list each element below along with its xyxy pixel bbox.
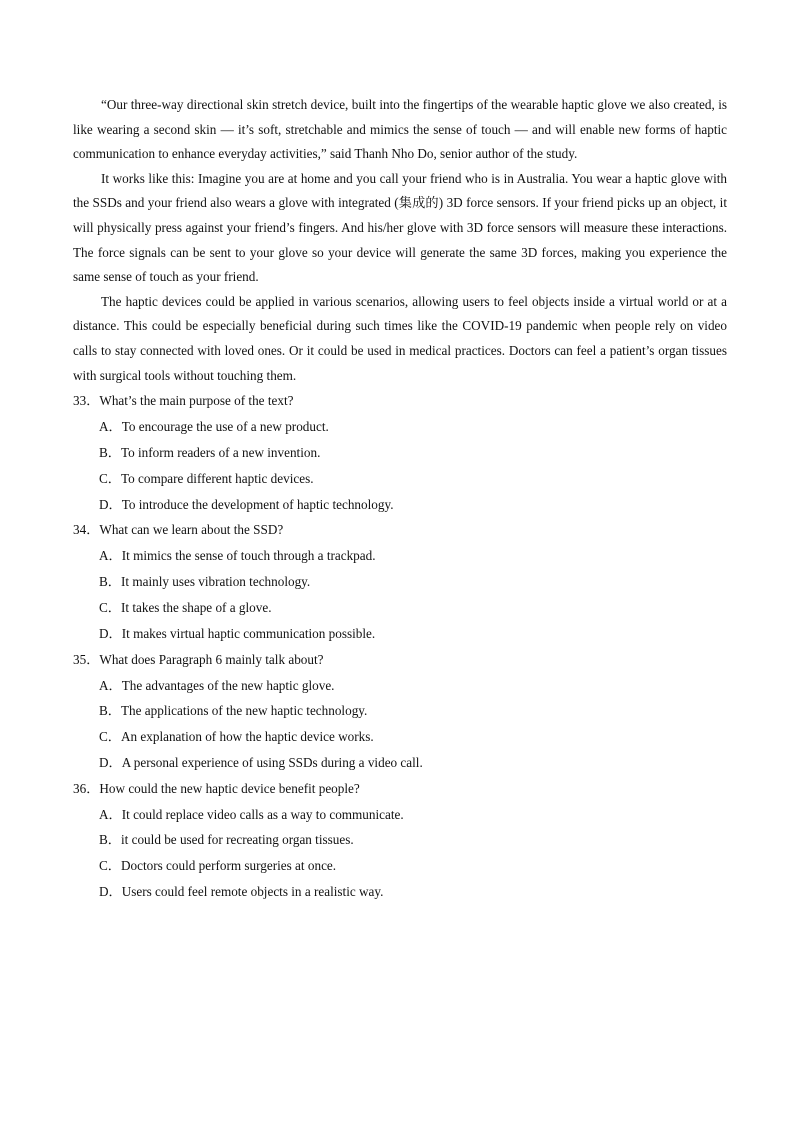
question-text: What can we learn about the SSD? [99, 522, 284, 538]
answer-option[interactable] [73, 414, 727, 440]
option-letter: C． [99, 858, 121, 874]
passage-paragraph: It works like this: Imagine you are at home and you call your friend who is in Australia. You wear a haptic glove with the SSDs and your friend also wears a glove with integrated (集成的) 3D force sensors. If your friend picks up an object, it will physically press against your friend’s fingers. And his/her glove with 3D force sensors will measure these interactions. The force signals can be sent to your glove so your device will generate the same 3D forces, making you experience the same sense of touch as your friend. [73, 170, 727, 285]
question-35 [73, 647, 727, 776]
answer-option[interactable] [73, 543, 727, 569]
option-text: It takes the shape of a glove. [120, 599, 272, 615]
option-letter: C． [99, 599, 121, 615]
option-letter: D． [99, 625, 122, 641]
question-36 [73, 776, 727, 905]
answer-option[interactable] [73, 440, 727, 466]
option-text: The advantages of the new haptic glove. [121, 677, 335, 693]
question-stem [73, 517, 727, 543]
option-letter: D． [99, 496, 122, 512]
question-stem [73, 776, 727, 802]
question-number: 36． [73, 780, 100, 796]
option-letter: A． [99, 548, 122, 564]
option-letter: D． [99, 884, 122, 900]
question-text: How could the new haptic device benefit people? [99, 780, 360, 796]
answer-option[interactable] [73, 827, 727, 853]
option-letter: C． [99, 470, 121, 486]
option-letter: D． [99, 754, 122, 770]
answer-option[interactable] [73, 595, 727, 621]
answer-option[interactable] [73, 698, 727, 724]
option-text: The applications of the new haptic technology. [120, 703, 368, 719]
document-page [73, 93, 727, 905]
option-letter: C． [99, 729, 121, 745]
option-text: To inform readers of a new invention. [120, 444, 321, 460]
answer-option[interactable] [73, 802, 727, 828]
option-text: It mimics the sense of touch through a trackpad. [121, 548, 376, 564]
option-text: A personal experience of using SSDs during a video call. [121, 754, 423, 770]
option-letter: A． [99, 677, 122, 693]
option-text: To compare different haptic devices. [120, 470, 314, 486]
answer-option[interactable] [73, 466, 727, 492]
answer-option[interactable] [73, 569, 727, 595]
option-text: To encourage the use of a new product. [121, 419, 329, 435]
question-33 [73, 388, 727, 517]
question-text: What does Paragraph 6 mainly talk about? [99, 651, 324, 667]
answer-option[interactable] [73, 724, 727, 750]
option-text: it could be used for recreating organ tissues. [120, 832, 354, 848]
option-letter: B． [99, 832, 121, 848]
answer-option[interactable] [73, 673, 727, 699]
question-stem [73, 647, 727, 673]
option-text: Doctors could perform surgeries at once. [120, 858, 337, 874]
answer-option[interactable] [73, 492, 727, 518]
passage-paragraph: The haptic devices could be applied in various scenarios, allowing users to feel objects inside a virtual world or at a distance. This could be especially beneficial during such times like the COVID-19 pandemic when people rely on video calls to stay connected with loved ones. Or it could be used in medical practices. Doctors can feel a patient’s organ tissues with surgical tools without touching them. [73, 293, 727, 383]
answer-option[interactable] [73, 853, 727, 879]
option-text: An explanation of how the haptic device works. [120, 729, 374, 745]
question-number: 33． [73, 393, 100, 409]
option-text: It makes virtual haptic communication possible. [121, 625, 376, 641]
option-letter: A． [99, 806, 122, 822]
answer-option[interactable] [73, 750, 727, 776]
answer-option[interactable] [73, 621, 727, 647]
passage-paragraph: “Our three-way directional skin stretch device, built into the fingertips of the wearable haptic glove we also created, is like wearing a second skin — it’s soft, stretchable and mimics the sense of touch — and will enable new forms of haptic communication to enhance everyday activities,” said Thanh Nho Do, senior author of the study. [73, 97, 727, 162]
answer-option[interactable] [73, 879, 727, 905]
option-letter: B． [99, 574, 121, 590]
question-text: What’s the main purpose of the text? [99, 393, 294, 409]
option-text: To introduce the development of haptic technology. [121, 496, 394, 512]
question-list [73, 388, 727, 905]
option-letter: B． [99, 444, 121, 460]
option-letter: A． [99, 419, 122, 435]
question-34 [73, 517, 727, 646]
option-text: It mainly uses vibration technology. [120, 574, 311, 590]
question-stem [73, 388, 727, 414]
question-number: 34． [73, 522, 100, 538]
option-letter: B． [99, 703, 121, 719]
option-text: It could replace video calls as a way to communicate. [121, 806, 404, 822]
question-number: 35． [73, 651, 100, 667]
reading-passage [73, 93, 727, 388]
option-text: Users could feel remote objects in a realistic way. [121, 884, 384, 900]
